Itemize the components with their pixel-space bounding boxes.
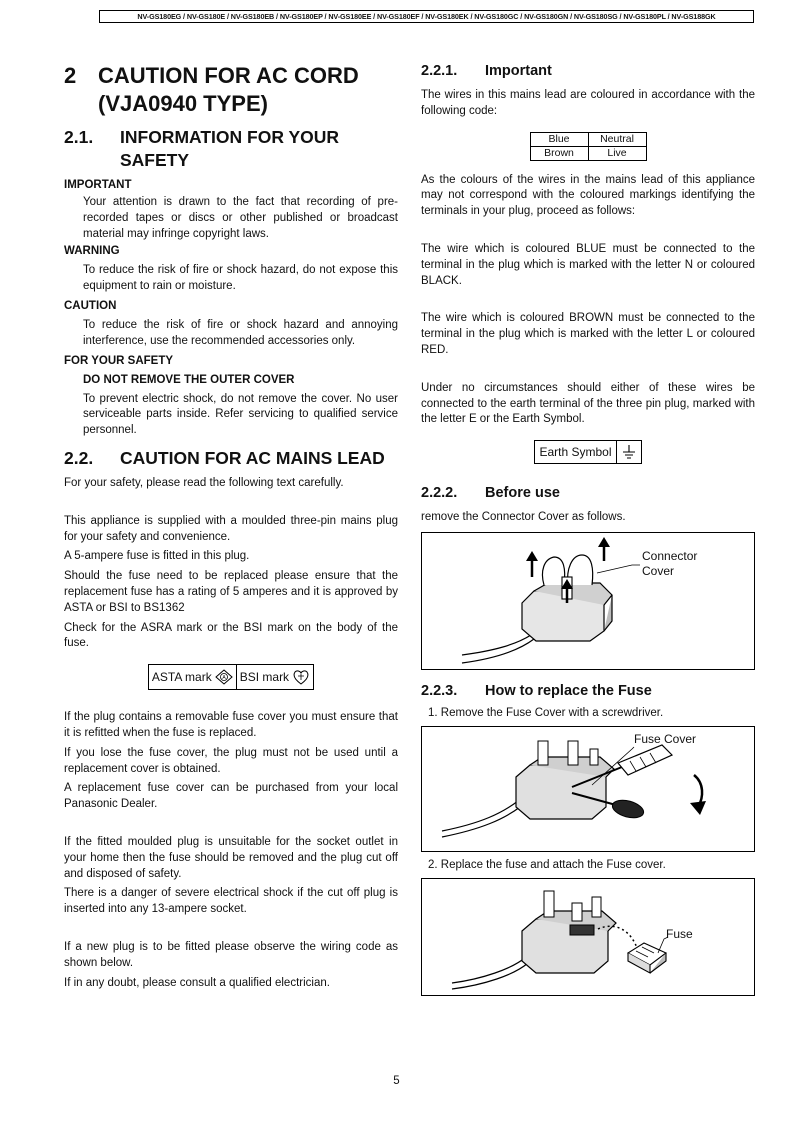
section-number: 2 [64, 63, 77, 88]
subsection-number: 2.2.2. [421, 485, 458, 502]
warning-label: WARNING [64, 245, 120, 258]
do-not-remove-text: To prevent electric shock, do not remove the cover. No user serviceable parts inside. Refer servicing to qualified service personnel. [83, 392, 398, 437]
fuse-cover-label: Fuse Cover [634, 731, 697, 746]
paragraph: This appliance is supplied with a moulded three-pin mains plug for your safety and convenience. [64, 514, 398, 543]
bsi-mark-icon [292, 669, 310, 685]
fuse-label: Fuse [666, 926, 693, 941]
paragraph: Should the fuse need to be replaced please ensure that the replacement fuse has a rating of 5 amperes and it is approved by ASTA or BSI to BS1362 [64, 570, 398, 614]
paragraph: The wire which is coloured BROWN must be connected to the terminal in the plug which is marked with the letter L or coloured RED. [421, 312, 755, 356]
do-not-remove-label: DO NOT REMOVE THE OUTER COVER [83, 373, 295, 386]
fuse-replacement-illustration [422, 879, 754, 995]
earth-ground-icon [621, 444, 637, 460]
subsection-title: CAUTION FOR AC MAINS LEAD [120, 447, 385, 468]
subsection-title: Important [485, 63, 552, 79]
caution-text: To reduce the risk of fire or shock hazard and annoying interference, use the recommended accessories only. [83, 318, 398, 347]
paragraph: If a new plug is to be fitted please observe the wiring code as shown below. [64, 940, 398, 969]
for-your-safety-label: FOR YOUR SAFETY [64, 354, 174, 367]
right-column [421, 62, 755, 996]
table-cell: Blue [530, 132, 588, 146]
subsection-number: 2.2.3. [421, 682, 458, 699]
fuse-replace-figure [421, 878, 755, 996]
paragraph: remove the Connector Cover as follows. [421, 511, 626, 524]
earth-symbol-label: Earth Symbol [539, 445, 612, 460]
subsection-title: How to replace the Fuse [485, 682, 652, 699]
table-cell: Live [588, 146, 646, 160]
section-title: CAUTION FOR AC CORD (VJA0940 TYPE) [98, 63, 359, 116]
paragraph: The wire which is coloured BLUE must be connected to the terminal in the plug which is marked with the letter N or coloured BLACK. [421, 242, 755, 287]
paragraph: There is a danger of severe electrical shock if the cut off plug is inserted into any 13-ampere socket. [64, 887, 398, 916]
paragraph: A 5-ampere fuse is fitted in this plug. [64, 550, 250, 563]
asta-mark-label: ASTA mark [151, 670, 212, 685]
model-header: NV-GS180EG / NV-GS180E / NV-GS180EB / NV-GS180EP / NV-GS180EE / NV-GS180EF / NV-GS180EK / NV-GS180GC / NV-GS180GN / NV-GS180SG / NV-GS180PL / NV-GS188GK [99, 10, 754, 23]
paragraph: If the fitted moulded plug is unsuitable for the socket outlet in your home then the fuse should be removed and the plug cut off and disposed of safety. [64, 835, 398, 880]
subsection-title: INFORMATION FOR YOUR SAFETY [120, 127, 340, 170]
important-label: IMPORTANT [64, 179, 132, 191]
left-column [64, 62, 398, 991]
wire-colour-table [530, 132, 647, 161]
earth-symbol-box [421, 440, 755, 464]
warning-text: To reduce the risk of fire or shock hazard, do not expose this equipment to rain or moisture. [83, 264, 398, 293]
page-number: 5 [393, 1075, 400, 1087]
paragraph: If in any doubt, please consult a qualified electrician. [64, 976, 330, 989]
important-text: Your attention is drawn to the fact that recording of pre-recorded tapes or discs or other published or broadcast material may infringe copyright laws. [83, 196, 398, 240]
step-1: 1. Remove the Fuse Cover with a screwdriver. [428, 706, 664, 719]
paragraph: The wires in this mains lead are coloured in accordance with the following code: [421, 89, 755, 117]
table-row [530, 146, 646, 160]
paragraph: As the colours of the wires in the mains lead of this appliance may not correspond with the coloured markings identifying the terminals in your plug, proceed as follows: [421, 173, 755, 218]
step-2: 2. Replace the fuse and attach the Fuse cover. [428, 858, 666, 871]
paragraph: If the plug contains a removable fuse cover you must ensure that it is refitted when the fuse is replaced. [64, 711, 398, 739]
paragraph: If you lose the fuse cover, the plug must not be used until a replacement cover is obtained. [64, 746, 398, 775]
fuse-cover-figure [421, 726, 755, 852]
paragraph: Check for the ASRA mark or the BSI mark on the body of the fuse. [64, 621, 398, 650]
connector-cover-figure [421, 532, 755, 670]
subsection-heading-2-2-2 [421, 484, 755, 502]
table-cell: Brown [530, 146, 588, 160]
table-cell: Neutral [588, 132, 646, 146]
subsection-number: 2.2.1. [421, 63, 458, 79]
paragraph: A replacement fuse cover can be purchased from your local Panasonic Dealer. [64, 782, 398, 811]
asta-mark-icon [215, 669, 233, 685]
subsection-title: Before use [485, 485, 560, 502]
bsi-mark-label: BSI mark [239, 670, 290, 685]
subsection-number: 2.1. [64, 127, 94, 147]
paragraph: Under no circumstances should either of these wires be connected to the earth terminal of the three pin plug, marked with the letter E or the Earth Symbol. [421, 381, 755, 426]
table-row [530, 132, 646, 146]
subsection-heading-2-1 [64, 126, 398, 172]
subsection-number: 2.2. [64, 447, 94, 468]
subsection-heading-2-2 [64, 447, 398, 470]
section-heading [64, 62, 398, 118]
fuse-cover-removal-illustration [422, 727, 754, 851]
svg-text:A: A [222, 675, 226, 682]
paragraph: For your safety, please read the following text carefully. [64, 476, 344, 489]
fuse-marks-box [64, 664, 398, 690]
connector-cover-label: Connector Cover [642, 548, 698, 578]
subsection-heading-2-2-3 [421, 682, 755, 700]
subsection-heading-2-2-1 [421, 62, 755, 80]
caution-label: CAUTION [64, 299, 117, 312]
